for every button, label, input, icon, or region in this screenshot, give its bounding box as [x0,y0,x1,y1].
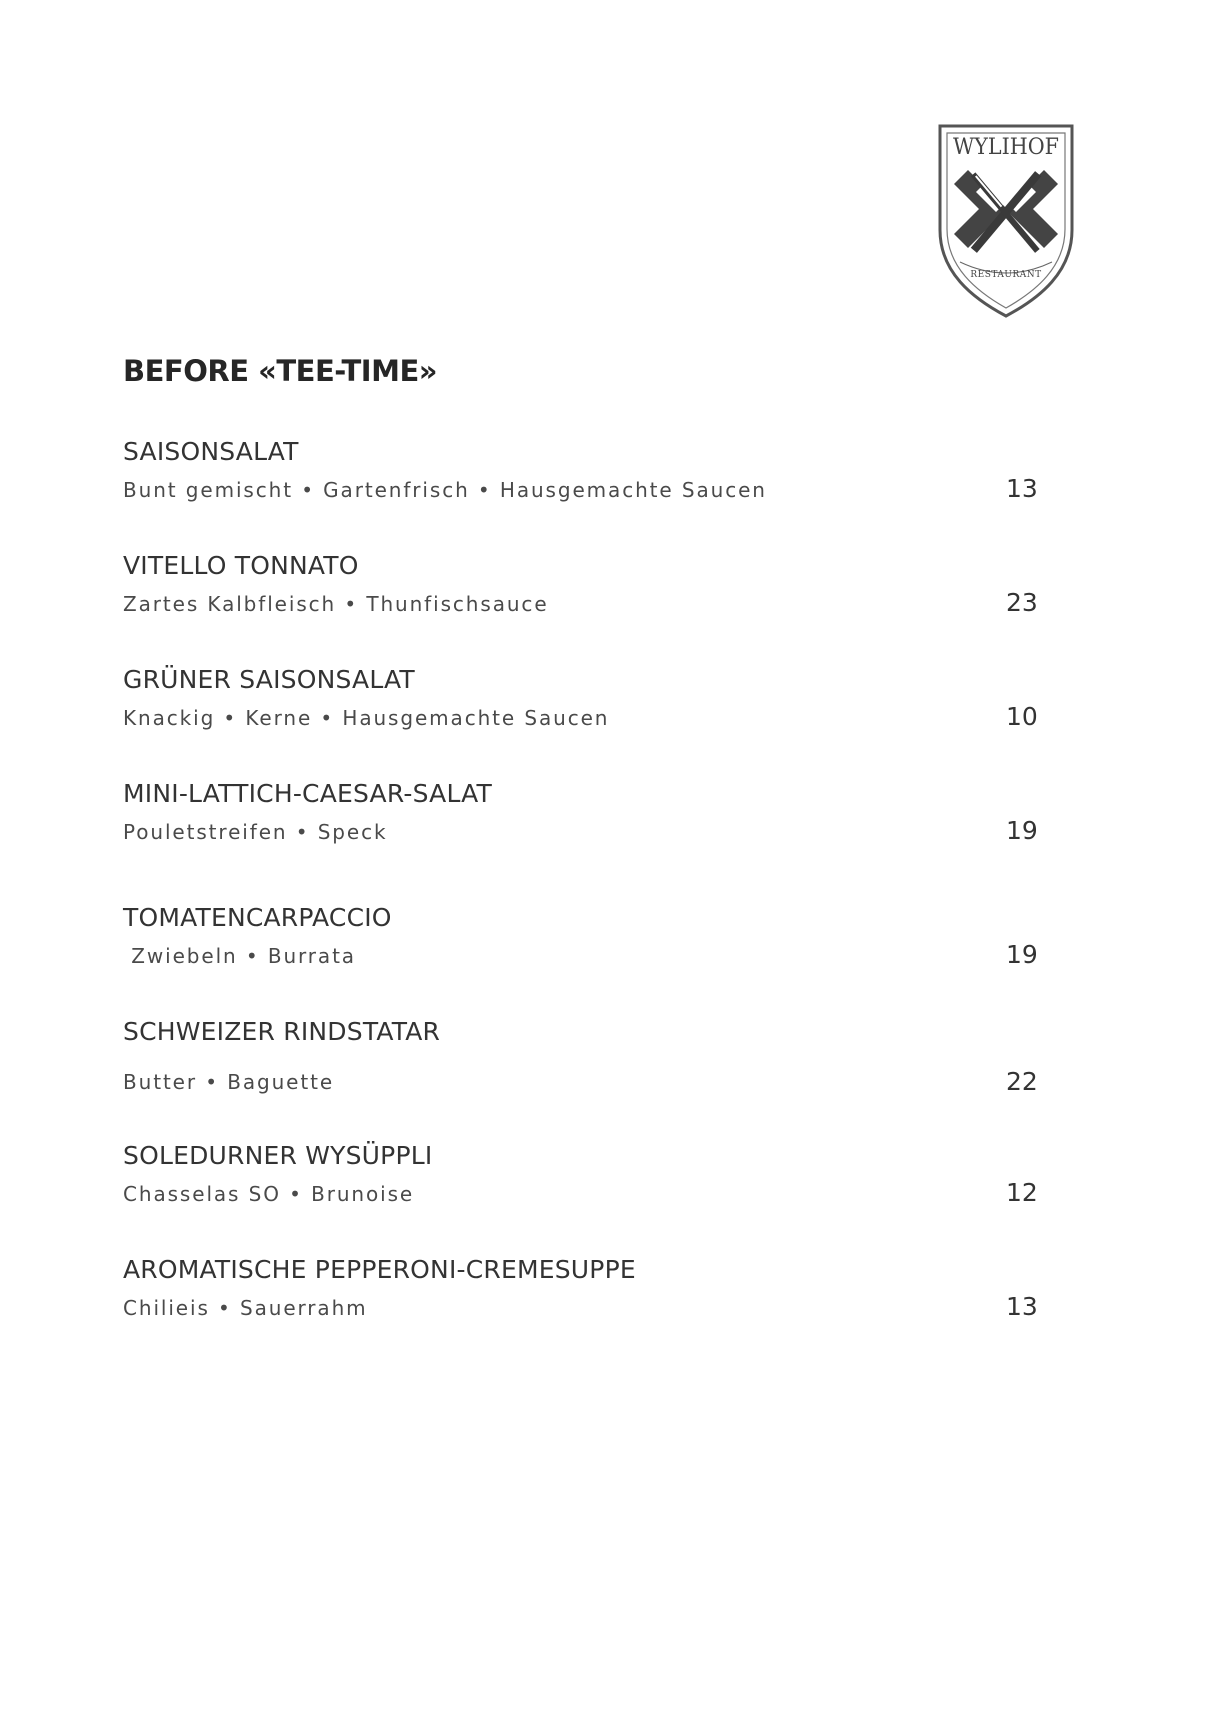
logo-name: WYLIHOF [953,135,1059,160]
logo-subtitle: RESTAURANT [970,270,1042,280]
item-name: AROMATISCHE PEPPERONI-CREMESUPPE [123,1255,636,1284]
item-price: 19 [1006,816,1038,845]
menu-item [123,551,1043,617]
item-price: 13 [1006,1292,1038,1321]
item-description: Bunt gemischt • Gartenfrisch • Hausgemachte Saucen [123,478,767,502]
item-description: Zwiebeln • Burrata [123,944,356,968]
item-price: 22 [1006,1067,1038,1096]
item-name: GRÜNER SAISONSALAT [123,665,415,694]
item-price: 12 [1006,1178,1038,1207]
crossed-fork-knife-icon [954,170,1058,253]
item-price: 19 [1006,940,1038,969]
item-price: 23 [1006,588,1038,617]
menu-item [123,1017,1043,1096]
item-description: Chilieis • Sauerrahm [123,1296,368,1320]
item-description: Knackig • Kerne • Hausgemachte Saucen [123,706,610,730]
menu-item [123,1141,1043,1207]
item-description: Chasselas SO • Brunoise [123,1182,415,1206]
item-price: 10 [1006,702,1038,731]
menu-item [123,665,1043,731]
menu-item [123,779,1043,845]
item-description: Butter • Baguette [123,1070,335,1094]
item-name: SOLEDURNER WYSÜPPLI [123,1141,433,1170]
item-name: MINI-LATTICH-CAESAR-SALAT [123,779,492,808]
item-name: TOMATENCARPACCIO [123,903,392,932]
section-title: BEFORE «TEE-TIME» [123,354,437,388]
item-price: 13 [1006,474,1038,503]
item-description: Pouletstreifen • Speck [123,820,388,844]
item-description: Zartes Kalbfleisch • Thunfischsauce [123,592,549,616]
menu-item [123,1255,1043,1321]
item-name: VITELLO TONNATO [123,551,359,580]
item-name: SCHWEIZER RINDSTATAR [123,1017,441,1046]
menu-item [123,437,1043,503]
menu-item [123,903,1043,969]
wylihof-logo [936,122,1076,322]
item-name: SAISONSALAT [123,437,299,466]
